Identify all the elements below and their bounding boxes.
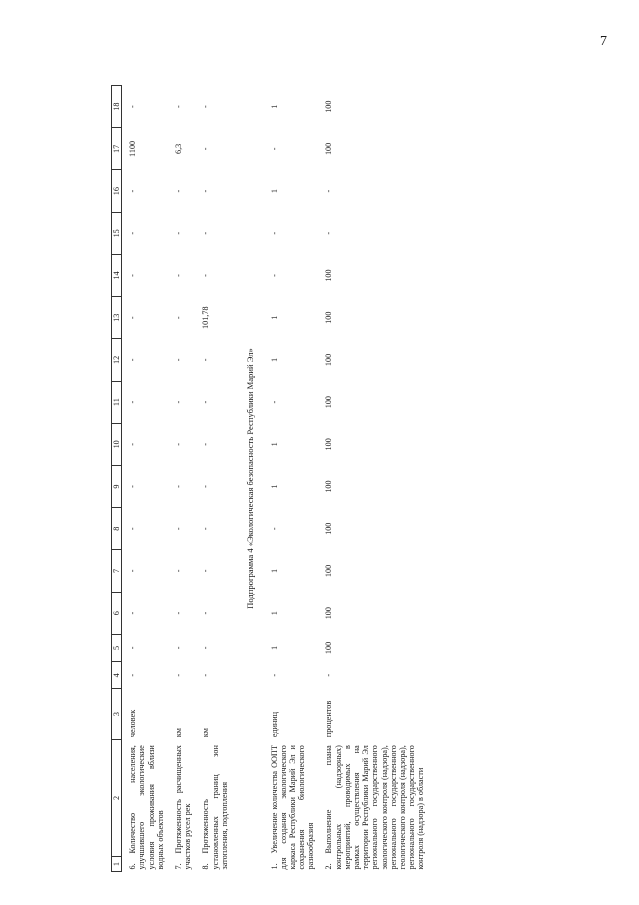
value-cell: 1 (269, 189, 279, 194)
value-cell: - (201, 400, 211, 404)
table-row (195, 86, 232, 872)
value-cell: - (201, 231, 211, 235)
col-header: 3 (112, 689, 122, 739)
value-cell: 100 (324, 564, 334, 578)
value-cell: - (128, 358, 138, 362)
col-header: 8 (112, 508, 122, 550)
col-header: 14 (112, 254, 122, 296)
value-cell: 100 (324, 480, 334, 493)
value-cell: - (173, 442, 183, 446)
subprogram-row (232, 86, 264, 872)
value-cell: 1 (269, 357, 279, 362)
row-number: 8. (201, 863, 211, 870)
value-cell: 1 (269, 645, 279, 650)
value-cell: - (128, 316, 138, 320)
col-header: 18 (112, 86, 122, 128)
value-cell: - (173, 673, 183, 677)
value-cell: 100 (324, 311, 334, 324)
indicator-cell (195, 739, 232, 871)
value-cell: 1 (269, 104, 279, 109)
unit-cell: процентов (324, 700, 334, 738)
value-cell: - (128, 442, 138, 446)
indicator-name: Протяженность установленных границ зон затопления, подтопления (201, 745, 229, 870)
indicator-cell (318, 739, 428, 871)
value-cell: - (128, 400, 138, 404)
indicator-name: Протяженность расчищенных участков русел рек (173, 745, 193, 870)
value-cell: - (128, 189, 138, 193)
value-cell: - (173, 400, 183, 404)
col-header: 2 (112, 739, 122, 857)
value-cell: - (173, 105, 183, 109)
value-cell: - (128, 231, 138, 235)
value-cell: - (201, 358, 211, 362)
value-cell: 6,3 (173, 143, 183, 155)
value-cell: - (173, 646, 183, 650)
value-cell: - (128, 105, 138, 109)
value-cell: - (324, 189, 334, 193)
indicator-cell (122, 739, 168, 871)
value-cell: - (269, 673, 279, 677)
indicator-cell (264, 739, 319, 871)
value-cell: 100 (324, 395, 334, 409)
value-cell: - (201, 527, 211, 531)
value-cell: 100 (324, 607, 334, 620)
unit-cell: км (201, 728, 211, 738)
value-cell: - (269, 400, 279, 404)
value-cell: 100 (324, 353, 334, 367)
value-cell: - (173, 316, 183, 320)
column-number-header (112, 86, 122, 872)
col-header: 17 (112, 128, 122, 170)
value-cell: 100 (324, 641, 334, 655)
value-cell: - (128, 569, 138, 573)
value-cell: - (128, 274, 138, 277)
indicator-name: Увеличение количества ООПТ для создания экологического каркаса Республики Марий Эл и сохранения биологического разнообразия (269, 745, 316, 870)
value-cell: 100 (324, 438, 334, 451)
value-cell: 1 (269, 315, 279, 320)
value-cell: - (128, 673, 138, 677)
value-cell: 100 (324, 522, 334, 535)
col-header: 12 (112, 339, 122, 381)
value-cell: 1100 (128, 140, 138, 157)
value-cell: - (201, 646, 211, 650)
value-cell: - (201, 105, 211, 109)
value-cell: - (173, 527, 183, 531)
value-cell: 1 (269, 611, 279, 616)
value-cell: 1 (269, 442, 279, 447)
unit-cell: человек (128, 709, 138, 738)
col-header: 11 (112, 381, 122, 423)
value-cell: 100 (324, 269, 334, 282)
value-cell: - (201, 189, 211, 193)
col-header: 9 (112, 465, 122, 507)
row-number: 2. (324, 863, 334, 870)
col-header: 7 (112, 550, 122, 592)
indicator-name: Количество населения, улучшившего экологические условия проживания вблизи водных объектов (128, 745, 165, 870)
value-cell: - (173, 274, 183, 277)
value-cell: - (201, 274, 211, 277)
row-number: 7. (173, 863, 183, 870)
value-cell: - (201, 442, 211, 446)
value-cell: - (173, 231, 183, 235)
rotated-table-container (111, 85, 620, 872)
value-cell: - (173, 358, 183, 362)
value-cell: - (324, 673, 334, 677)
value-cell: - (269, 147, 279, 151)
page-number: 7 (600, 34, 607, 49)
indicator-name: Выполнение плана контрольных (надзорных) мероприятий, проводимых в рамках осуществления на территории Республики Марий Эл регионального государственного экологического контроля (надзора), регионального государственного геологического контроля (надзора), регионального государственного контроля (надзора) в области (324, 745, 426, 870)
value-cell: 1 (269, 484, 279, 489)
col-header: 15 (112, 212, 122, 254)
value-cell: - (128, 527, 138, 531)
value-cell: - (128, 611, 138, 615)
unit-cell: единиц (269, 711, 279, 738)
value-cell: 1 (269, 568, 279, 573)
table-row (122, 86, 168, 872)
value-cell: - (173, 485, 183, 488)
table-row (264, 86, 319, 872)
value-cell: - (201, 147, 211, 151)
value-cell: - (269, 274, 279, 277)
col-header: 16 (112, 170, 122, 212)
table-row (318, 86, 428, 872)
unit-cell: км (173, 728, 183, 738)
table-row (168, 86, 195, 872)
value-cell: - (128, 646, 138, 650)
value-cell: - (201, 673, 211, 677)
value-cell: - (324, 231, 334, 235)
col-header: 4 (112, 662, 122, 689)
value-cell: - (201, 611, 211, 615)
value-cell: - (201, 569, 211, 573)
value-cell: - (269, 231, 279, 235)
subprogram-title: Подпрограмма 4 «Экологическая безопасность Республики Марий Эл» (244, 348, 255, 609)
col-header: 13 (112, 297, 122, 339)
value-cell: 101,78 (201, 306, 211, 329)
value-cell: - (128, 485, 138, 488)
value-cell: - (201, 485, 211, 488)
row-number: 6. (128, 863, 138, 870)
value-cell: - (173, 189, 183, 193)
value-cell: - (173, 569, 183, 573)
indicator-cell (168, 739, 195, 871)
value-cell: - (173, 611, 183, 615)
value-cell: - (269, 527, 279, 531)
col-header: 1 (112, 857, 122, 872)
value-cell: 100 (324, 100, 334, 113)
indicators-table (111, 85, 429, 872)
value-cell: 100 (324, 142, 334, 156)
col-header: 5 (112, 634, 122, 661)
row-number: 1. (269, 863, 279, 870)
col-header: 6 (112, 592, 122, 634)
col-header: 10 (112, 423, 122, 465)
